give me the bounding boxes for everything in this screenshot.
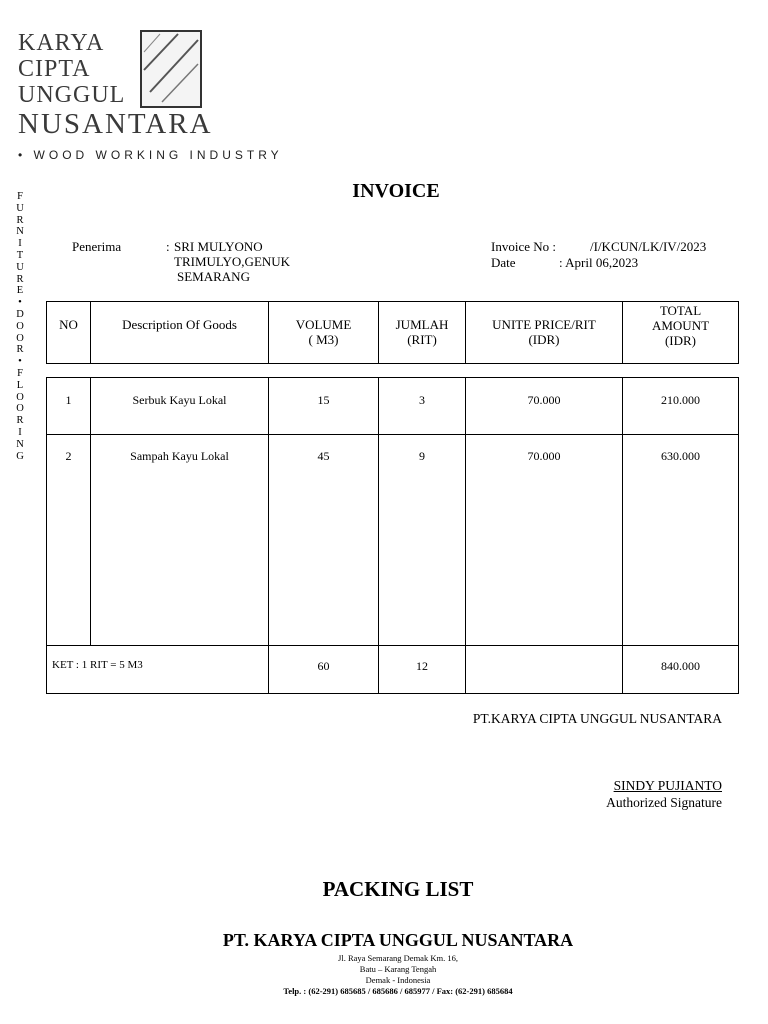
header-no: NO xyxy=(47,302,91,364)
side-text-letter: R xyxy=(16,415,24,427)
footer-address-line3: Demak - Indonesia xyxy=(365,975,431,985)
side-text-letter: O xyxy=(16,332,24,344)
signer-role: Authorized Signature xyxy=(606,795,722,810)
row-total: 210.000 xyxy=(623,378,739,435)
header-jumlah-line2: (RIT) xyxy=(407,332,437,347)
row-description: Sampah Kayu Lokal xyxy=(91,435,269,646)
footer-grand-total: 840.000 xyxy=(623,646,739,694)
side-vertical-text xyxy=(14,191,26,462)
header-jumlah xyxy=(379,302,466,364)
recipient-address-line2: SEMARANG xyxy=(177,269,250,284)
row-description: Serbuk Kayu Lokal xyxy=(91,378,269,435)
row-total: 630.000 xyxy=(623,435,739,646)
side-text-letter: I xyxy=(18,238,22,250)
side-text-letter: R xyxy=(16,273,24,285)
row-no: 1 xyxy=(47,378,91,435)
side-text-letter: O xyxy=(16,320,24,332)
row-volume: 45 xyxy=(269,435,379,646)
invoice-date-value: : April 06,2023 xyxy=(559,255,639,270)
side-text-letter: T xyxy=(16,249,24,261)
side-text-letter: U xyxy=(16,261,24,273)
side-text-letter: F xyxy=(17,191,23,202)
side-text-letter: E xyxy=(16,285,24,297)
side-text-letter: D xyxy=(16,308,24,320)
footer-jumlah-total: 12 xyxy=(379,646,466,694)
header-unit-price xyxy=(466,302,623,364)
header-total-line3: (IDR) xyxy=(664,333,697,348)
items-body-table xyxy=(46,377,739,694)
side-text-letter: N xyxy=(16,438,24,450)
header-volume-line2: ( M3) xyxy=(308,332,339,347)
logo-glass-mark-icon xyxy=(140,30,202,108)
header-volume-line1: VOLUME xyxy=(295,317,352,332)
recipient-separator: : xyxy=(166,239,170,254)
row-unit-price: 70.000 xyxy=(466,378,623,435)
logo-line-unggul: UNGGUL xyxy=(18,82,126,108)
footer-price xyxy=(466,646,623,694)
table-footer-row xyxy=(47,646,739,694)
row-jumlah: 9 xyxy=(379,435,466,646)
footer-address-line2: Batu – Karang Tengah xyxy=(359,964,437,974)
row-no: 2 xyxy=(47,435,91,646)
side-text-letter: • xyxy=(18,297,22,309)
table-row xyxy=(47,435,739,646)
signer-name: SINDY PUJIANTO xyxy=(613,778,722,793)
recipient-label: Penerima xyxy=(72,239,122,254)
invoice-no-label: Invoice No : xyxy=(491,239,556,254)
side-text-letter: R xyxy=(16,344,24,356)
row-jumlah: 3 xyxy=(379,378,466,435)
invoice-title: INVOICE xyxy=(352,180,440,202)
side-text-letter: F xyxy=(17,367,23,379)
header-total-line1: TOTAL xyxy=(659,303,702,318)
items-header-table xyxy=(46,301,739,364)
logo-line-karya: KARYA xyxy=(18,30,105,56)
footer-company-name: PT. KARYA CIPTA UNGGUL NUSANTARA xyxy=(222,930,574,950)
header-description: Description Of Goods xyxy=(91,302,269,364)
header-jumlah-line1: JUMLAH xyxy=(395,317,449,332)
logo-tagline: • WOOD WORKING INDUSTRY xyxy=(18,148,283,162)
invoice-date-label: Date xyxy=(491,255,516,270)
footer-phone: Telp. : (62-291) 685685 / 685686 / 685977 / Fax: (62-291) 685684 xyxy=(283,986,513,996)
header-total-line2: AMOUNT xyxy=(651,318,710,333)
header-price-line1: UNITE PRICE/RIT xyxy=(492,317,596,332)
footer-address-line1: Jl. Raya Semarang Demak Km. 16, xyxy=(338,953,458,963)
side-text-letter: R xyxy=(16,214,24,226)
side-text-letter: L xyxy=(16,379,24,391)
side-text-letter: G xyxy=(16,450,24,462)
side-text-letter: • xyxy=(18,356,22,368)
logo-line-nusantara: NUSANTARA xyxy=(18,108,213,140)
header-volume xyxy=(269,302,379,364)
invoice-no-value: /I/KCUN/LK/IV/2023 xyxy=(590,239,707,254)
logo-line-cipta: CIPTA xyxy=(18,56,91,82)
row-unit-price: 70.000 xyxy=(466,435,623,646)
side-text-letter: O xyxy=(16,403,24,415)
row-volume: 15 xyxy=(269,378,379,435)
header-price-line2: (IDR) xyxy=(528,332,560,347)
footer-note: KET : 1 RIT = 5 M3 xyxy=(47,646,269,694)
signature-company: PT.KARYA CIPTA UNGGUL NUSANTARA xyxy=(472,711,722,726)
recipient-name: SRI MULYONO xyxy=(174,239,263,254)
recipient-address-line1: TRIMULYO,GENUK xyxy=(174,254,291,269)
footer-volume-total: 60 xyxy=(269,646,379,694)
packing-list-title: PACKING LIST xyxy=(322,877,474,901)
side-text-letter: I xyxy=(18,426,22,438)
header-total xyxy=(623,302,739,364)
side-text-letter: N xyxy=(16,226,24,238)
table-row xyxy=(47,378,739,435)
side-text-letter: O xyxy=(16,391,24,403)
side-text-letter: U xyxy=(16,202,24,214)
